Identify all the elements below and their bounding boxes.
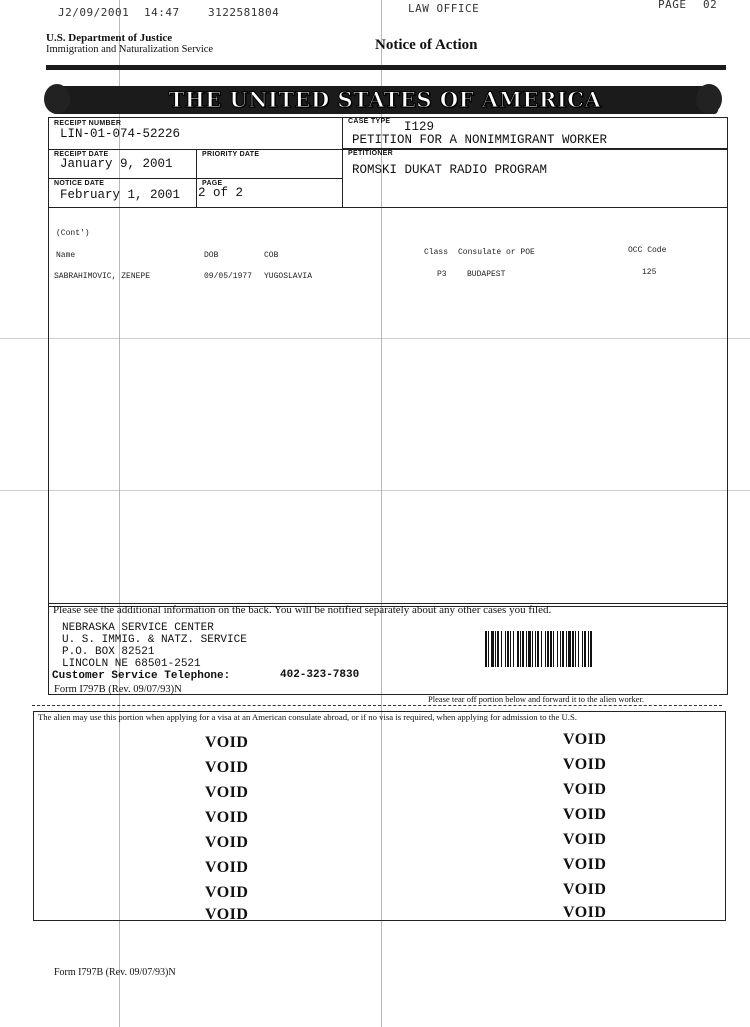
void-right-4: VOID (563, 806, 607, 823)
col-header-dob: DOB (204, 251, 219, 260)
beneficiary-dob: 09/05/1977 (204, 272, 253, 281)
beneficiary-consulate: BUDAPEST (467, 270, 506, 279)
beneficiary-cob: YUGOSLAVIA (264, 272, 313, 281)
bottom-form-number: Form I797B (Rev. 09/07/93)N (54, 967, 176, 978)
receipt-number-label: RECEIPT NUMBER (54, 120, 122, 127)
beneficiary-class: P3 (437, 270, 447, 279)
page-count: 2 of 2 (198, 186, 244, 200)
petitioner-name: ROMSKI DUKAT RADIO PROGRAM (352, 163, 548, 177)
void-right-1: VOID (563, 731, 607, 748)
case-type-label: CASE TYPE (348, 118, 391, 125)
service-center-line-2: U. S. IMMIG. & NATZ. SERVICE (62, 634, 247, 646)
banner-text: THE UNITED STATES OF AMERICA (168, 87, 602, 112)
void-left-3: VOID (205, 784, 249, 801)
beneficiary-occ-code: 125 (642, 268, 657, 277)
void-right-5: VOID (563, 831, 607, 848)
void-left-6: VOID (205, 859, 249, 876)
notice-date-label: NOTICE DATE (54, 180, 105, 187)
additional-info-note: Please see the additional information on the back. You will be notified separately about any other cases you filed. (53, 604, 552, 616)
col-header-class: Class (424, 248, 449, 257)
receipt-date: January 9, 2001 (60, 157, 173, 171)
void-right-7: VOID (563, 881, 607, 898)
col-header-occ-code: OCC Code (628, 246, 667, 255)
fax-page-label: PAGE (658, 0, 687, 11)
col-header-consulate: Consulate or POE (458, 248, 535, 257)
beneficiary-name: SABRAHIMOVIC, ZENEPE (54, 272, 151, 281)
service-center-line-3: P.O. BOX 82521 (62, 646, 155, 658)
row-divider-3 (48, 207, 728, 208)
fax-phone: 3122581804 (208, 6, 280, 19)
footer-form-number: Form I797B (Rev. 09/07/93)N (54, 684, 182, 695)
notice-date: February 1, 2001 (60, 188, 181, 202)
page-label: PAGE (202, 180, 223, 187)
continued-marker: (Cont') (56, 229, 90, 238)
receipt-date-label: RECEIPT DATE (54, 151, 109, 158)
priority-date-label: PRIORITY DATE (202, 151, 260, 158)
case-type-description: PETITION FOR A NONIMMIGRANT WORKER (352, 133, 608, 147)
barcode-bar (592, 631, 595, 667)
void-left-4: VOID (205, 809, 249, 826)
void-right-8: VOID (563, 904, 607, 921)
agency-service: Immigration and Naturalization Service (46, 44, 214, 55)
void-right-6: VOID (563, 856, 607, 873)
tear-off-instruction: Please tear off portion below and forward it to the alien worker. (428, 694, 645, 704)
usa-banner (52, 86, 718, 114)
tear-line (32, 705, 722, 706)
service-center-line-4: LINCOLN NE 68501-2521 (62, 658, 201, 670)
void-right-3: VOID (563, 781, 607, 798)
service-center-line-1: NEBRASKA SERVICE CENTER (62, 622, 214, 634)
barcode (485, 631, 703, 667)
receipt-number: LIN-01-074-52226 (60, 127, 181, 141)
customer-service-label: Customer Service Telephone: (52, 670, 231, 682)
col-divider-main (342, 117, 343, 207)
agency-department: U.S. Department of Justice (46, 32, 173, 44)
right-seal-icon (696, 84, 722, 114)
row-divider-2 (48, 178, 342, 179)
fax-sender: LAW OFFICE (408, 2, 480, 15)
row-divider-petitioner (342, 148, 728, 149)
col-header-name: Name (56, 251, 76, 260)
tear-off-box (33, 711, 726, 921)
petitioner-label: PETITIONER (348, 150, 394, 157)
void-left-2: VOID (205, 759, 249, 776)
fax-page-number: 02 (703, 0, 718, 11)
left-seal-icon (44, 84, 70, 114)
void-left-1: VOID (205, 734, 249, 751)
case-type-code: I129 (404, 120, 435, 134)
tear-off-note: The alien may use this portion when applying for a visa at an American consulate abroad, or if no visa is required, when applying for admission to the U.S. (38, 712, 577, 722)
col-header-cob: COB (264, 251, 279, 260)
fax-time: 14:47 (144, 6, 180, 19)
header-rule (46, 65, 726, 70)
customer-service-phone: 402-323-7830 (280, 669, 360, 681)
void-left-8: VOID (205, 906, 249, 923)
void-right-2: VOID (563, 756, 607, 773)
void-left-5: VOID (205, 834, 249, 851)
fax-date: J2/09/2001 (58, 6, 130, 19)
document-title: Notice of Action (375, 37, 478, 53)
col-divider-date (196, 149, 197, 207)
void-left-7: VOID (205, 884, 249, 901)
